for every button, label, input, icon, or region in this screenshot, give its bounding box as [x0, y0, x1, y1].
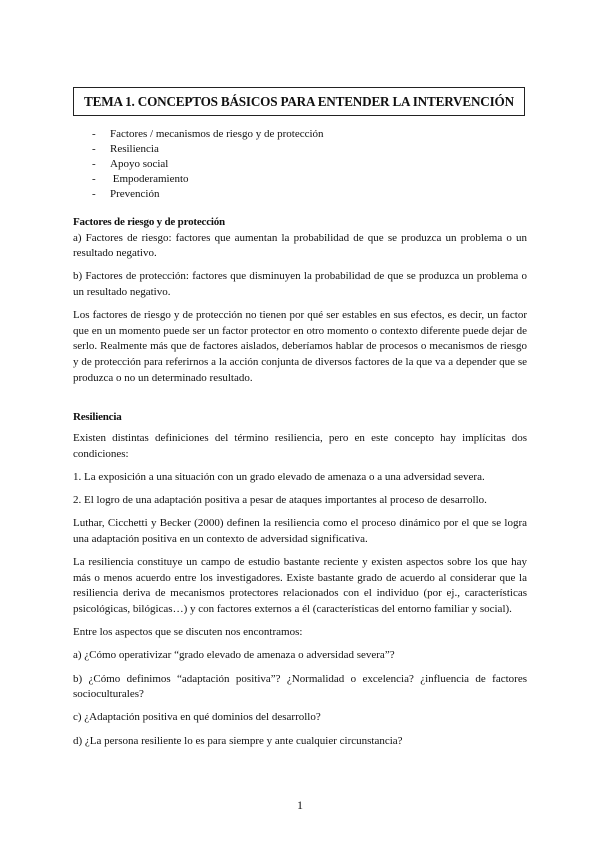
bullet-dash: -: [92, 158, 96, 170]
question: c) ¿Adaptación positiva en qué dominios del desarrollo?: [73, 711, 321, 724]
topic-list: [92, 127, 324, 202]
list-item: [92, 172, 324, 187]
question: a) ¿Cómo operativizar “grado elevado de amenaza o adversidad severa”?: [73, 649, 395, 662]
section-heading-resilience: Resiliencia: [73, 410, 122, 423]
paragraph: Existen distintas definiciones del término resiliencia, pero en este concepto hay implícitas dos condiciones:: [73, 432, 527, 460]
section-heading-risk-protection: Factores de riesgo y de protección: [73, 216, 225, 228]
paragraph: 1. La exposición a una situación con un grado elevado de amenaza o a una adversidad severa.: [73, 471, 485, 484]
page-title: TEMA 1. CONCEPTOS BÁSICOS PARA ENTENDER LA INTERVENCIÓN: [73, 87, 525, 116]
body-text: [73, 215, 527, 757]
list-item: [92, 142, 324, 157]
bullet-dash: -: [92, 188, 96, 200]
paragraph: b) Factores de protección: factores que disminuyen la probabilidad de que se produzca un problema o un resultado negativo.: [73, 270, 527, 298]
list-item-label: Factores / mecanismos de riesgo y de protección: [110, 128, 324, 140]
list-item: [92, 157, 324, 172]
list-item-label: Empoderamiento: [110, 173, 189, 185]
bullet-dash: -: [92, 128, 96, 140]
paragraph: a) Factores de riesgo: factores que aumentan la probabilidad de que se produzca un problema o un resultado negativo.: [73, 231, 527, 260]
bullet-dash: -: [92, 173, 96, 185]
page-number: 1: [297, 798, 303, 812]
paragraph: 2. El logro de una adaptación positiva a pesar de ataques importantes al proceso de desarrollo.: [73, 494, 487, 507]
question: d) ¿La persona resiliente lo es para siempre y ante cualquier circunstancia?: [73, 734, 403, 747]
paragraph: Entre los aspectos que se discuten nos encontramos:: [73, 626, 303, 639]
paragraph: La resiliencia constituye un campo de estudio bastante reciente y existen aspectos sobre los que hay más o menos acuerdo entre los investigadores. Existe bastante grado de acuerdo al considerar que la resiliencia deriva de mecanismos protectores relacionados con el individuo (por ej., características psicológicas, bilógicas…) y con factores externos a él (características del entorno familiar y social).: [73, 556, 527, 616]
section-spacer: [73, 394, 527, 410]
paragraph: Los factores de riesgo y de protección no tienen por qué ser estables en sus efectos, es decir, un factor que en un momento puede ser un factor protector en otro momento o contexto diferente puede dejar de serlo. Realmente más que de factores aislados, deberíamos hablar de procesos o mecanismos de riesgo y de protección para referirnos a la acción conjunta de diversos factores de la que va a depender que se produzca o no un determinado resultado.: [73, 309, 527, 384]
question: b) ¿Cómo definimos “adaptación positiva”? ¿Normalidad o excelencia? ¿influencia de factores socioculturales?: [73, 672, 527, 701]
list-item: [92, 187, 324, 202]
list-item: [92, 127, 324, 142]
list-item-label: Resiliencia: [110, 143, 159, 155]
list-item-label: Apoyo social: [110, 158, 169, 170]
paragraph: Luthar, Cicchetti y Becker (2000) definen la resiliencia como el proceso dinámico por el que se logra una adaptación positiva en un contexto de adversidad significativa.: [73, 517, 527, 546]
list-item-label: Prevención: [110, 188, 160, 200]
bullet-dash: -: [92, 143, 96, 155]
